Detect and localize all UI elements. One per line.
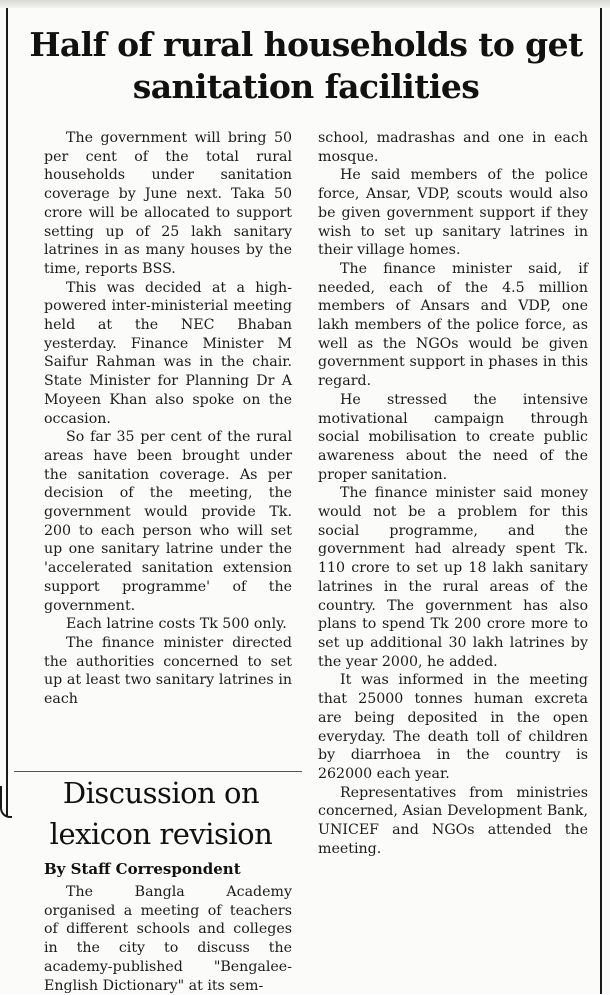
article-paragraph-continued: school, madrashas and one in each mosque. <box>318 130 588 165</box>
article-right-column <box>318 129 588 858</box>
article-paragraph: He stressed the intensive motivational campaign through social mobilisation to create public awareness about the need of the proper sanitation. <box>318 391 588 483</box>
article-paragraph: So far 35 per cent of the rural areas have been brought under the sanitation coverage. As per decision of the meeting, the government would provide Tk. 200 to each person who will set up one sanitary latrine under the 'accelerated sanitation extension support programme' of the government. <box>44 429 292 614</box>
article-paragraph: The finance minister said money would not be a problem for this social programme, and the government had already spent Tk. 110 crore to set up 18 lakh sanitary latrines in the rural areas of the country. The government has also plans to spend Tk 200 crore more to set up additional 30 lakh latrines by the year 2000, he added. <box>318 485 588 670</box>
article-paragraph: He said members of the police force, Ansar, VDP, scouts would also be given government support if they wish to set up sanitary latrines in their village homes. <box>318 167 588 259</box>
torn-top-edge <box>0 0 610 8</box>
second-headline: Discussion on lexicon revision <box>49 776 273 851</box>
article-box-right-border <box>600 8 602 994</box>
article-paragraph: It was informed in the meeting that 25000 tonnes human excreta are being deposited in the open everyday. The death toll of children by diarrhoea in the country is 262000 each year. <box>318 672 588 782</box>
article-box-corner <box>0 786 12 818</box>
section-divider <box>14 771 302 772</box>
article-paragraph: The finance minister directed the authorities concerned to set up at least two sanitary latrines in each <box>44 634 292 708</box>
article-paragraph: This was decided at a high-powered inter-ministerial meeting held at the NEC Bhaban yesterday. Finance Minister M Saifur Rahman was in the chair. State Minister for Planning Dr A Moyeen Khan also spoke on the occasion. <box>44 279 292 427</box>
article-paragraph: Each latrine costs Tk 500 only. <box>66 616 287 633</box>
article-paragraph: The finance minister said, if needed, each of the 4.5 million members of Ansars and VDP, one lakh members of the police force, as well as the NGOs would be given government support in phases in this regard. <box>318 260 588 390</box>
main-headline: Half of rural households to get sanitation facilities <box>29 25 583 106</box>
article-paragraph: Representatives from ministries concerned, Asian Development Bank, UNICEF and NGOs attended the meeting. <box>318 784 588 857</box>
article-box-left-border <box>6 8 8 816</box>
second-article-column <box>44 883 292 995</box>
byline: By Staff Correspondent <box>44 860 241 878</box>
article-paragraph: The government will bring 50 per cent of the total rural households under sanitation coverage by June next. Taka 50 crore will be allocated to support setting up of 25 lakh sanitary latrines in as many houses by the time, reports BSS. <box>44 130 292 277</box>
article-paragraph: The Bangla Academy organised a meeting of teachers of different schools and colleges in the city to discuss the academy-published "Bengalee-English Dictionary" at its sem- <box>44 884 292 994</box>
article-left-column <box>44 129 292 709</box>
